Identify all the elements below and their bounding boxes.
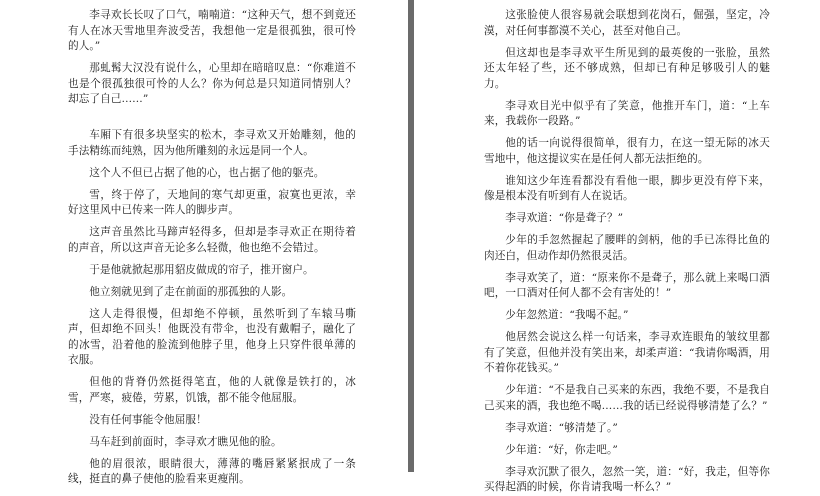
paragraph: 这声音虽然比马蹄声轻得多，但却是李寻欢正在期待着的声音，所以这声音无论多么轻微，他也绝不会错过。 bbox=[68, 226, 356, 254]
paragraph: 车厢下有很多块坚实的松木，李寻欢又开始雕刻，他的手法精练而纯熟，因为他所雕刻的永远是同一个人。 bbox=[68, 129, 356, 157]
paragraph: 李寻欢长长叹了口气，喃喃道：“这种天气，想不到竟还有人在冰天雪地里奔波受苦，我想他一定是很孤独，很可怜的人。” bbox=[68, 9, 356, 52]
paragraph: 那虬髯大汉没有说什么，心里却在暗暗叹息：“你难道不也是个很孤独很可怜的人么？你为何总是只知道同情别人？却忘了自己……” bbox=[68, 62, 356, 105]
paragraph: 李寻欢沉默了很久，忽然一笑，道：“好，我走，但等你买得起酒的时候，你肯请我喝一杯么？” bbox=[484, 465, 770, 493]
paragraph: 这个人不但已占据了他的心，也占据了他的躯壳。 bbox=[89, 166, 325, 179]
paragraph: 他居然会说这么样一句话来，李寻欢连眼角的皱纹里都有了笑意，但他并没有笑出来，却柔声道：“我请你喝酒，用不着你花钱买。” bbox=[484, 331, 770, 374]
paragraph: 这人走得很慢，但却绝不停顿，虽然听到了车辕马嘶声，但却绝不回头！他既没有带伞，也没有戴帽子，融化了的冰雪，沿着他的脸流到他脖子里，他身上只穿件很单薄的衣服。 bbox=[68, 307, 356, 366]
paragraph: 李寻欢笑了，道：“原来你不是聋子，那么就上来喝口酒吧，一口酒对任何人都不会有害处的！” bbox=[484, 271, 770, 299]
paragraph: 他的眉很浓，眼睛很大，薄薄的嘴唇紧紧抿成了一条线，挺直的鼻子使他的脸看来更瘦削。 bbox=[68, 457, 356, 485]
paragraph: 少年道：“好，你走吧。” bbox=[505, 443, 618, 456]
paragraph: 这张脸使人很容易就会联想到花岗石，倔强，坚定，冷漠，对任何事都漠不关心，甚至对他自己。 bbox=[484, 9, 770, 37]
paragraph: 谁知这少年连看都没有看他一眼，脚步更没有停下来，像是根本没有听到有人在说话。 bbox=[484, 174, 770, 202]
paragraph: 少年的手忽然握起了腰畔的剑柄，他的手已冻得比鱼的肉还白，但动作却仍然很灵活。 bbox=[484, 234, 770, 262]
section-break bbox=[68, 114, 356, 128]
paragraph: 李寻欢道：“够清楚了。” bbox=[505, 421, 618, 434]
paragraph: 他立刻就见到了走在前面的那孤独的人影。 bbox=[89, 285, 293, 298]
paragraph: 马车赶到前面时，李寻欢才瞧见他的脸。 bbox=[89, 435, 282, 448]
left-page bbox=[0, 0, 408, 485]
right-page bbox=[414, 0, 820, 493]
paragraph: 李寻欢目光中似乎有了笑意，他推开车门，道：“上车来，我载你一段路。” bbox=[484, 99, 770, 127]
paragraph: 但他的背脊仍然挺得笔直，他的人就像是铁打的，冰雪，严寒，疲倦，劳累，饥饿，都不能令他屈服。 bbox=[68, 376, 356, 404]
paragraph: 雪，终于停了，天地间的寒气却更重，寂寞也更浓，幸好这里风中已传来一阵人的脚步声。 bbox=[68, 188, 356, 216]
paragraph: 于是他就掀起那用貂皮做成的帘子，推开窗户。 bbox=[89, 263, 314, 276]
paragraph: 他的话一向说得很简单，很有力，在这一望无际的冰天雪地中，他这提议实在是任何人都无法拒绝的。 bbox=[484, 137, 770, 165]
paragraph: 少年道：“不是我自己买来的东西，我绝不要，不是我自己买来的酒，我也绝不喝……我的话已经说得够清楚了么？” bbox=[484, 384, 770, 412]
paragraph: 少年忽然道：“我喝不起。” bbox=[505, 309, 629, 321]
paragraph: 但这却也是李寻欢平生所见到的最英俊的一张脸，虽然还太年轻了些，还不够成熟，但却已有种足够吸引人的魅力。 bbox=[484, 46, 770, 90]
paragraph: 没有任何事能令他屈服！ bbox=[89, 413, 207, 426]
paragraph: 李寻欢道：“你是聋子？” bbox=[505, 212, 624, 224]
